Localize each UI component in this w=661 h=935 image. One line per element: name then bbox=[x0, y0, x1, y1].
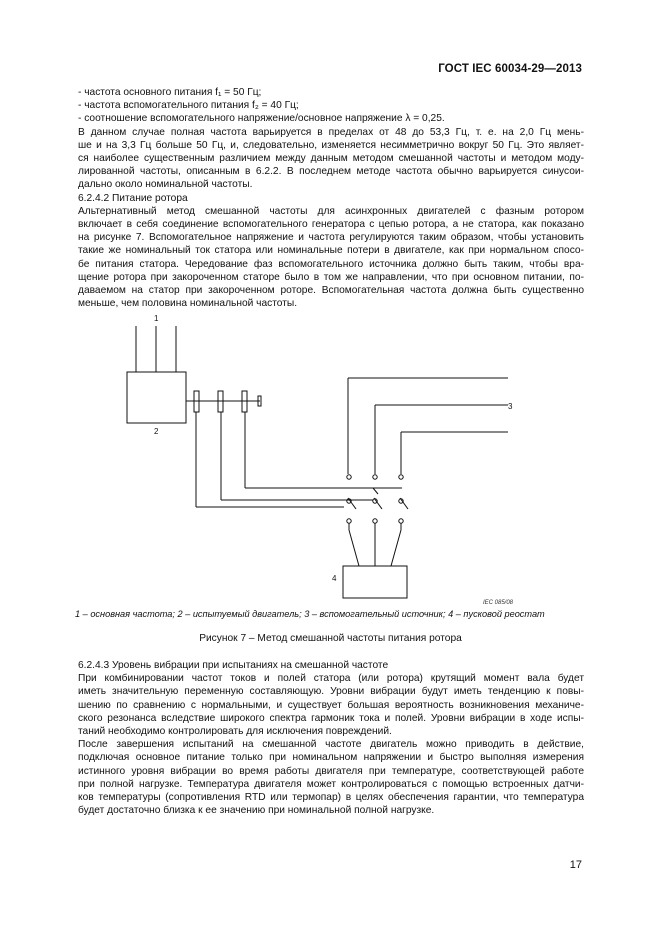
rheostat-box bbox=[343, 566, 407, 598]
text-line: будет достаточно близка к ее значению при номинальной полной нагрузке. bbox=[78, 805, 435, 817]
text-line: при полной нагрузке. Температура двигателя может контролироваться с помощью встроенных датчи- bbox=[78, 778, 584, 790]
motor-box bbox=[127, 372, 186, 423]
switch-blade-top-2 bbox=[373, 488, 378, 494]
text-line: бе питания статора. Чередование фаз вспомогательного источника должно быть таким, чтобы вра- bbox=[78, 258, 584, 270]
section-heading-6-2-4-2: 6.2.4.2 Питание ротора bbox=[78, 192, 188, 204]
label-3: 3 bbox=[508, 402, 513, 411]
text-line: таний необходимо контролировать для исключения повреждений. bbox=[78, 726, 392, 738]
text-line: Альтернативный метод смешанной частоты для асинхронных двигателей с фазным ротором bbox=[78, 205, 584, 217]
text-line: такие же номинальный ток статора или номинальные потери в двигателе, как при нормальном спосо- bbox=[78, 245, 584, 257]
label-4: 4 bbox=[332, 574, 337, 583]
paragraph-vibration bbox=[78, 672, 584, 738]
text-line: ше и на 3,3 Гц больше 50 Гц, и, следовательно, изменяется несимметрично вокруг 50 Гц. Это являет- bbox=[78, 139, 584, 151]
figure-7-diagram bbox=[78, 308, 584, 608]
body-text-top bbox=[78, 86, 584, 310]
text-line: включает в себя соединение вспомогательного генератора с цепью ротора, а не статора, как показано bbox=[78, 219, 584, 231]
text-line: на рисунке 7. Вспомогательное напряжение и частота регулируются таким образом, чтобы установить bbox=[78, 232, 584, 244]
list-item-lambda: - соотношение вспомогательного напряжение/основное напряжение λ = 0,25. bbox=[78, 113, 445, 125]
list-item-f1: - частота основного питания f₁ = 50 Гц; bbox=[78, 87, 262, 98]
label-2: 2 bbox=[154, 427, 159, 436]
paragraph-after-test bbox=[78, 738, 584, 817]
text-line: В данном случае полная частота варьируется в пределах от 48 до 53,3 Гц, т. е. на 2,0 Гц мень- bbox=[78, 126, 584, 138]
low-contact-2 bbox=[373, 519, 377, 523]
aux-contact-1 bbox=[347, 475, 351, 479]
figure-caption: Рисунок 7 – Метод смешанной частоты питания ротора bbox=[199, 633, 462, 644]
list-item-f2: - частота вспомогательного питания f₂ = 40 Гц; bbox=[78, 100, 299, 112]
aux-contact-2 bbox=[373, 475, 377, 479]
text-line: подключая основное питание только при номинальном напряжении и быстро выполняя измерения bbox=[78, 752, 584, 764]
text-line: ского резонанса вследствие широкого спектра гармоник тока и полей. Уровни вибрации в ходе испы- bbox=[78, 712, 584, 724]
text-line: После завершения испытаний на смешанной частоте двигатель можно приводить в действие, bbox=[78, 739, 584, 751]
paragraph-rotor-supply bbox=[78, 205, 584, 311]
text-line: меньше, чем половина номинальной частоты. bbox=[78, 298, 298, 310]
text-line: При комбинировании частот токов и полей статора (или ротора) крутящий момент вала будет bbox=[78, 673, 584, 685]
iec-mark: IEC 085/08 bbox=[483, 600, 514, 606]
circuit-svg bbox=[78, 308, 584, 608]
low-contact-3 bbox=[399, 519, 403, 523]
text-line: дально около номинальной частоты. bbox=[78, 179, 253, 191]
lead-to-rheostat-3 bbox=[391, 530, 401, 566]
paragraph-frequency-range bbox=[78, 126, 584, 192]
aux-contact-3 bbox=[399, 475, 403, 479]
standard-header: ГОСТ IEC 60034-29—2013 bbox=[438, 63, 582, 75]
text-line: ся наиболее существенным различием между данным методом смешанной частоты и методом моду- bbox=[78, 153, 584, 165]
text-line: истинного уровня вибрации во время работы двигателя при температуре, соответствующей работе bbox=[78, 765, 584, 777]
text-line: шению по сравнению с нормальными, и существует большая вероятность возникновения механиче- bbox=[78, 699, 584, 711]
label-1: 1 bbox=[154, 314, 159, 323]
text-line: щение ротора при закороченном статоре было в том же направлении, что при основном питании, по- bbox=[78, 271, 584, 283]
text-line: ков температуры (сопротивления RTD или термопар) в целях обеспечения гарантии, что температура bbox=[78, 792, 584, 804]
lead-to-rheostat-1 bbox=[349, 530, 359, 566]
text-line: иметь значительную переменную составляющую. Уровни вибрации будут иметь тенденцию к повы- bbox=[78, 686, 584, 698]
section-heading-6-2-4-3: 6.2.4.3 Уровень вибрации при испытаниях на смешанной частоте bbox=[78, 660, 389, 671]
text-line: лированной частоты, описанным в 6.2.2. В последнем методе частота обычно варьируется синусои- bbox=[78, 166, 584, 178]
body-text-bottom bbox=[78, 659, 584, 817]
figure-legend: 1 – основная частота; 2 – испытуемый двигатель; 3 – вспомогательный источник; 4 – пусковой реостат bbox=[75, 609, 545, 619]
text-line: даваемом на статор при закороченном роторе. Вспомогательная частота должна быть существенно bbox=[78, 285, 584, 297]
low-contact-1 bbox=[347, 519, 351, 523]
page-number: 17 bbox=[569, 859, 582, 871]
